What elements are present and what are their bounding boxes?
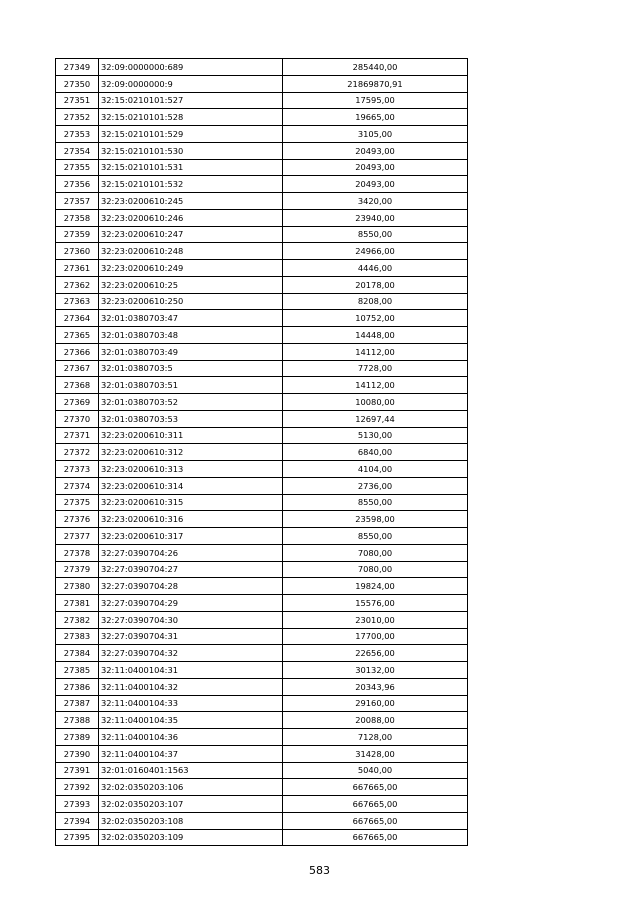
table-row [56,695,468,712]
value-cell: 5040,00 [283,762,468,779]
value-cell: 20493,00 [283,176,468,193]
cadastral-number-cell: 32:23:0200610:248 [99,243,283,260]
cadastral-number-cell: 32:02:0350203:107 [99,796,283,813]
row-number-cell: 27366 [56,343,99,360]
value-cell: 7080,00 [283,561,468,578]
table-row [56,92,468,109]
value-cell: 20088,00 [283,712,468,729]
row-number-cell: 27375 [56,494,99,511]
cadastral-number-cell: 32:11:0400104:32 [99,678,283,695]
table-row [56,59,468,76]
table-row [56,410,468,427]
row-number-cell: 27388 [56,712,99,729]
value-cell: 14112,00 [283,343,468,360]
cadastral-number-cell: 32:11:0400104:31 [99,662,283,679]
table-row [56,477,468,494]
value-cell: 5130,00 [283,427,468,444]
row-number-cell: 27362 [56,276,99,293]
cadastral-number-cell: 32:27:0390704:30 [99,611,283,628]
cadastral-number-cell: 32:23:0200610:311 [99,427,283,444]
value-cell: 667665,00 [283,779,468,796]
value-cell: 24966,00 [283,243,468,260]
table-row [56,511,468,528]
value-cell: 15576,00 [283,595,468,612]
cadastral-number-cell: 32:15:0210101:529 [99,126,283,143]
row-number-cell: 27360 [56,243,99,260]
cadastral-number-cell: 32:23:0200610:312 [99,444,283,461]
table-row [56,578,468,595]
data-table [55,58,468,846]
table-row [56,394,468,411]
value-cell: 29160,00 [283,695,468,712]
table-row [56,595,468,612]
table-row [56,360,468,377]
cadastral-number-cell: 32:15:0210101:528 [99,109,283,126]
value-cell: 667665,00 [283,812,468,829]
value-cell: 22656,00 [283,645,468,662]
cadastral-number-cell: 32:01:0380703:53 [99,410,283,427]
value-cell: 20343,96 [283,678,468,695]
value-cell: 30132,00 [283,662,468,679]
row-number-cell: 27354 [56,142,99,159]
value-cell: 12697,44 [283,410,468,427]
cadastral-number-cell: 32:09:0000000:9 [99,75,283,92]
value-cell: 10080,00 [283,394,468,411]
row-number-cell: 27392 [56,779,99,796]
row-number-cell: 27390 [56,745,99,762]
row-number-cell: 27363 [56,293,99,310]
table-body [56,59,468,846]
table-row [56,310,468,327]
cadastral-number-cell: 32:23:0200610:245 [99,193,283,210]
row-number-cell: 27395 [56,829,99,846]
row-number-cell: 27357 [56,193,99,210]
cadastral-number-cell: 32:15:0210101:531 [99,159,283,176]
value-cell: 7128,00 [283,729,468,746]
row-number-cell: 27382 [56,611,99,628]
value-cell: 23010,00 [283,611,468,628]
table-row [56,226,468,243]
table-row [56,611,468,628]
table-row [56,796,468,813]
row-number-cell: 27352 [56,109,99,126]
cadastral-number-cell: 32:15:0210101:532 [99,176,283,193]
row-number-cell: 27391 [56,762,99,779]
table-row [56,444,468,461]
row-number-cell: 27371 [56,427,99,444]
table-row [56,427,468,444]
table-row [56,193,468,210]
value-cell: 19824,00 [283,578,468,595]
table-row [56,293,468,310]
value-cell: 667665,00 [283,829,468,846]
value-cell: 23940,00 [283,209,468,226]
cadastral-number-cell: 32:23:0200610:315 [99,494,283,511]
cadastral-number-cell: 32:23:0200610:314 [99,477,283,494]
row-number-cell: 27374 [56,477,99,494]
row-number-cell: 27350 [56,75,99,92]
row-number-cell: 27387 [56,695,99,712]
row-number-cell: 27351 [56,92,99,109]
cadastral-number-cell: 32:01:0380703:51 [99,377,283,394]
row-number-cell: 27353 [56,126,99,143]
value-cell: 4104,00 [283,461,468,478]
table-row [56,812,468,829]
value-cell: 3105,00 [283,126,468,143]
row-number-cell: 27380 [56,578,99,595]
row-number-cell: 27359 [56,226,99,243]
value-cell: 6840,00 [283,444,468,461]
table-row [56,461,468,478]
table-row [56,343,468,360]
value-cell: 667665,00 [283,796,468,813]
value-cell: 21869870,91 [283,75,468,92]
row-number-cell: 27385 [56,662,99,679]
cadastral-number-cell: 32:02:0350203:109 [99,829,283,846]
cadastral-number-cell: 32:27:0390704:28 [99,578,283,595]
row-number-cell: 27384 [56,645,99,662]
table-row [56,126,468,143]
table-row [56,662,468,679]
cadastral-number-cell: 32:27:0390704:31 [99,628,283,645]
table-row [56,109,468,126]
row-number-cell: 27372 [56,444,99,461]
cadastral-number-cell: 32:01:0380703:47 [99,310,283,327]
cadastral-number-cell: 32:23:0200610:247 [99,226,283,243]
table-row [56,75,468,92]
table-row [56,745,468,762]
value-cell: 17595,00 [283,92,468,109]
cadastral-number-cell: 32:15:0210101:527 [99,92,283,109]
table-row [56,243,468,260]
value-cell: 8208,00 [283,293,468,310]
cadastral-number-cell: 32:27:0390704:29 [99,595,283,612]
table-row [56,260,468,277]
value-cell: 8550,00 [283,494,468,511]
value-cell: 23598,00 [283,511,468,528]
cadastral-number-cell: 32:11:0400104:33 [99,695,283,712]
table-row [56,176,468,193]
cadastral-number-cell: 32:01:0160401:1563 [99,762,283,779]
table-row [56,762,468,779]
cadastral-number-cell: 32:11:0400104:35 [99,712,283,729]
table-row [56,645,468,662]
row-number-cell: 27370 [56,410,99,427]
value-cell: 14448,00 [283,327,468,344]
value-cell: 285440,00 [283,59,468,76]
table-row [56,829,468,846]
table-row [56,544,468,561]
value-cell: 8550,00 [283,226,468,243]
cadastral-number-cell: 32:23:0200610:250 [99,293,283,310]
cadastral-number-cell: 32:23:0200610:316 [99,511,283,528]
row-number-cell: 27369 [56,394,99,411]
row-number-cell: 27383 [56,628,99,645]
value-cell: 7728,00 [283,360,468,377]
value-cell: 20493,00 [283,142,468,159]
value-cell: 31428,00 [283,745,468,762]
row-number-cell: 27379 [56,561,99,578]
cadastral-number-cell: 32:09:0000000:689 [99,59,283,76]
table-row [56,528,468,545]
row-number-cell: 27373 [56,461,99,478]
cadastral-number-cell: 32:01:0380703:52 [99,394,283,411]
cadastral-number-cell: 32:27:0390704:26 [99,544,283,561]
row-number-cell: 27378 [56,544,99,561]
row-number-cell: 27381 [56,595,99,612]
value-cell: 14112,00 [283,377,468,394]
cadastral-number-cell: 32:23:0200610:249 [99,260,283,277]
row-number-cell: 27349 [56,59,99,76]
table-row [56,678,468,695]
value-cell: 3420,00 [283,193,468,210]
value-cell: 10752,00 [283,310,468,327]
page-number: 583 [309,864,330,877]
table-row [56,729,468,746]
cadastral-number-cell: 32:23:0200610:25 [99,276,283,293]
table-row [56,327,468,344]
cadastral-number-cell: 32:02:0350203:106 [99,779,283,796]
table-row [56,209,468,226]
row-number-cell: 27356 [56,176,99,193]
cadastral-number-cell: 32:27:0390704:32 [99,645,283,662]
cadastral-number-cell: 32:23:0200610:317 [99,528,283,545]
row-number-cell: 27355 [56,159,99,176]
value-cell: 2736,00 [283,477,468,494]
value-cell: 20493,00 [283,159,468,176]
row-number-cell: 27389 [56,729,99,746]
value-cell: 4446,00 [283,260,468,277]
table-row [56,779,468,796]
row-number-cell: 27394 [56,812,99,829]
cadastral-number-cell: 32:02:0350203:108 [99,812,283,829]
table-row [56,377,468,394]
value-cell: 17700,00 [283,628,468,645]
value-cell: 7080,00 [283,544,468,561]
table-row [56,712,468,729]
table-row [56,494,468,511]
table-row [56,276,468,293]
row-number-cell: 27364 [56,310,99,327]
value-cell: 20178,00 [283,276,468,293]
table-row [56,142,468,159]
table-row [56,628,468,645]
row-number-cell: 27367 [56,360,99,377]
value-cell: 8550,00 [283,528,468,545]
cadastral-number-cell: 32:11:0400104:36 [99,729,283,746]
row-number-cell: 27358 [56,209,99,226]
cadastral-number-cell: 32:01:0380703:49 [99,343,283,360]
row-number-cell: 27376 [56,511,99,528]
table-row [56,159,468,176]
cadastral-number-cell: 32:23:0200610:246 [99,209,283,226]
row-number-cell: 27393 [56,796,99,813]
row-number-cell: 27361 [56,260,99,277]
cadastral-number-cell: 32:11:0400104:37 [99,745,283,762]
row-number-cell: 27368 [56,377,99,394]
cadastral-number-cell: 32:01:0380703:48 [99,327,283,344]
row-number-cell: 27377 [56,528,99,545]
row-number-cell: 27386 [56,678,99,695]
table-row [56,561,468,578]
cadastral-number-cell: 32:15:0210101:530 [99,142,283,159]
row-number-cell: 27365 [56,327,99,344]
value-cell: 19665,00 [283,109,468,126]
cadastral-number-cell: 32:27:0390704:27 [99,561,283,578]
cadastral-number-cell: 32:01:0380703:5 [99,360,283,377]
cadastral-number-cell: 32:23:0200610:313 [99,461,283,478]
